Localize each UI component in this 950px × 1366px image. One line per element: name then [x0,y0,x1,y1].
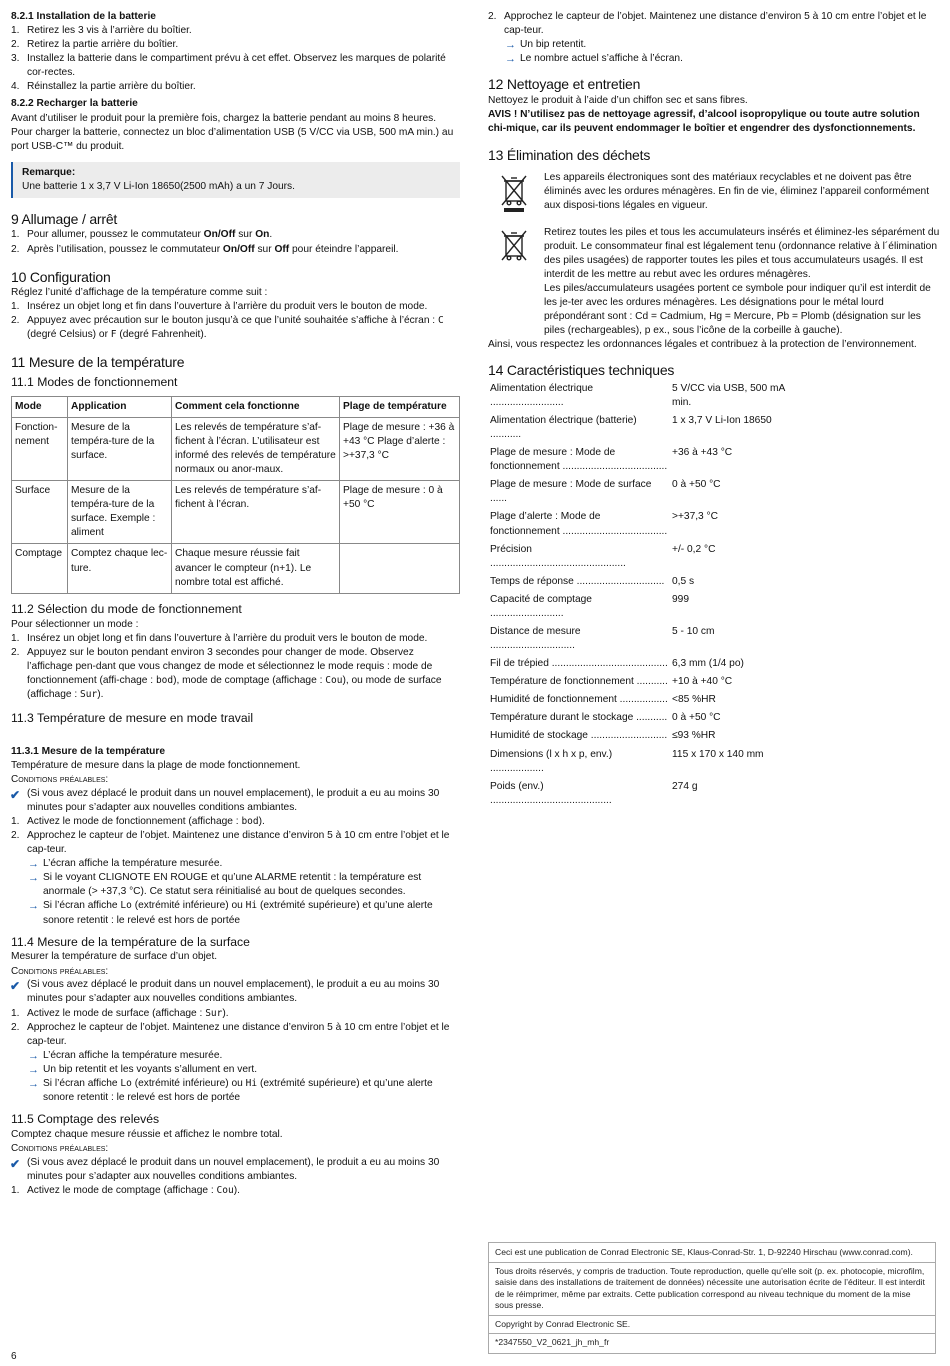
spec-key: Température durant le stockage ........... [490,712,668,724]
column-header: Mode [12,396,68,417]
table-cell: Fonction-nement [12,417,68,480]
table-cell: Les relevés de température s’af-fichent à l’écran. [172,481,340,544]
paragraph: Comptez chaque mesure réussie et affichez le nombre total. [11,1128,283,1140]
prerequisites-label: Conditions préalables: [11,774,109,786]
checkmark-icon: ✔ [10,979,21,994]
arrow-right-icon: → [505,39,516,52]
arrow-right-icon: → [28,1049,39,1062]
column-header: Comment cela fonctionne [172,396,340,417]
spec-value: 274 g [672,780,698,792]
list-item: 1. Retirez les 3 vis à l’arrière du boîtier. [11,25,192,37]
section-9-title: 9 Allumage / arrêt [11,210,118,227]
spec-row [488,707,788,725]
spec-row [488,689,788,707]
table-row [12,481,460,544]
result-item: → Un bip retentit. [488,38,940,52]
power-steps [11,228,460,256]
arrow-right-icon: → [28,900,39,913]
spec-value: 6,3 mm (1/4 po) [672,658,744,670]
prerequisite-item: ✔ (Si vous avez déplacé le produit dans un nouvel emplacement), le produit a eu au moins 30 minutes pour s’adapter aux nouvelles conditions ambiantes. [10,1156,440,1182]
arrow-right-icon: → [28,872,39,885]
table-cell: Surface [12,481,68,544]
crossed-bin-icon [494,226,534,271]
spec-key: Alimentation électrique .......................... [490,382,594,408]
arrow-right-icon: → [28,1077,39,1090]
table-header-row [12,396,460,417]
section-10-title: 10 Configuration [11,268,111,285]
result-item: → Si le voyant CLIGNOTE EN ROUGE et qu’une ALARME retentit : la température est anormale (> +37,3 °C). Ce statut sera réinitialisé au bout de quelques secondes. [28,872,422,898]
result-item: → L’écran affiche la température mesurée. [11,1049,460,1063]
arrow-right-icon: → [28,858,39,871]
spec-value: 5 V/CC via USB, 500 mA min. [672,382,785,408]
list-item: 2. Appuyez avec précaution sur le bouton jusqu’à ce que l’unité souhaitée s’affiche à l’écran : C (degré Celsius) or F (degré Fahrenheit). [11,315,444,341]
spec-value: +/- 0,2 °C [672,543,716,555]
list-item: 2. Appuyez sur le bouton pendant environ 3 secondes pour changer de mode. Observez l’affichage pen-dant que vous changez de mode et sélectionnez le mode requis : mode de fonctionnement (affi-chage : bod), mode de comptage (affichage : Cou), ou mode de surface (affichage : Sur). [11,646,442,700]
list-item: 2. Après l’utilisation, poussez le commutateur On/Off sur Off pour éteindre l’appareil. [11,243,399,255]
spec-value: ≤93 %HR [672,730,716,742]
section-13-title: 13 Élimination des déchets [488,147,651,164]
spec-key: Humidité de stockage ........................... [490,730,668,742]
table-cell: Plage de mesure : +36 à +43 °C Plage d’alerte : >+37,3 °C [340,417,460,480]
list-item: 1. Activez le mode de comptage (affichage : Cou). [11,1184,240,1196]
spec-key: Temps de réponse ............................... [490,575,665,587]
spec-value: 999 [672,593,689,605]
paragraph: Pour charger la batterie, connectez un bloc d’alimentation USB (5 V/CC via USB, 500 mA min.) au port USB-C™ du produit. [11,126,454,152]
list-item: 2. Approchez le capteur de l’objet. Maintenez une distance d’environ 5 à 10 cm entre l’objet et le cap-teur. [11,1021,450,1047]
spec-key: Dimensions (l x h x p, env.) ................... [490,748,613,774]
section-12-title: 12 Nettoyage et entretien [488,76,641,93]
list-item: 4. Réinstallez la partie arrière du boîtier. [11,81,196,93]
paragraph: Les appareils électroniques sont des matériaux recyclables et ne doivent pas être éliminés avec les ordures ménagères. En fin de vie, éliminez l’appareil conformément aux disposi-tions légales en vigueur. [544,171,930,211]
table-cell: Les relevés de température s’af-fichent à l’écran. L’utilisateur est informé des relevés de température normaux ou anor-maux. [172,417,340,480]
spec-row [488,382,788,410]
measure-steps [11,815,460,857]
spec-key: Plage d’alerte : Mode de fonctionnement ..................................... [490,511,668,537]
spec-value: <85 %HR [672,694,716,706]
count-steps-continued [488,10,940,38]
column-header: Application [68,396,172,417]
footer-rights: Tous droits réservés, y compris de traduction. Toute reproduction, quelle qu’elle soit (p. ex. photocopie, microfilm, saisie dans des installations de traitement de données) nécessite une autorisation écrite de l’éditeur. Il est interdit de le réimprimer, même par extraits. Cette publication correspond au niveau technique du moment de la mise sous presse. [495,1265,925,1311]
spec-row [488,571,788,589]
paragraph: Nettoyez le produit à l’aide d’un chiffon sec et sans fibres. [488,94,748,106]
section-8-2-2-title: 8.2.2 Recharger la batterie [11,98,138,110]
prerequisites-label: Conditions préalables: [11,1143,109,1154]
arrow-right-icon: → [28,1063,39,1076]
publisher-footer [488,1242,936,1354]
spec-value: 115 x 170 x 140 mm [672,748,764,760]
list-item: 2. Approchez le capteur de l’objet. Maintenez une distance d’environ 5 à 10 cm entre l’objet et le cap-teur. [11,830,450,856]
paragraph: Mesurer la température de surface d’un objet. [11,951,218,963]
result-item: → Si l’écran affiche Lo (extrémité inférieure) ou Hi (extrémité supérieure) et qu’une alerte sonore retentit : le relevé est hors de portée [28,900,433,926]
list-item: 1. Insérez un objet long et fin dans l’ouverture à l’arrière du produit vers le bouton de mode. [11,301,428,313]
result-item: → Le nombre actuel s’affiche à l’écran. [488,52,940,66]
spec-key: Plage de mesure : Mode de surface ...... [490,479,652,505]
spec-key: Humidité de fonctionnement ................. [490,694,668,706]
table-row [12,417,460,480]
battery-install-steps [11,24,460,94]
paragraph: Réglez l’unité d’affichage de la température comme suit : [11,287,268,299]
spec-value: +36 à +43 °C [672,447,733,459]
battery-disposal-row [488,226,940,339]
spec-value: 0 à +50 °C [672,479,721,491]
list-item: 1. Insérez un objet long et fin dans l’ouverture à l’arrière du produit vers le bouton de mode. [11,632,428,644]
remark-text: Une batterie 1 x 3,7 V Li-Ion 18650(2500 mAh) a un 7 Jours. [22,180,295,192]
spec-key: Poids (env.) ........................................... [490,780,612,806]
spec-row [488,442,788,474]
prerequisite-item: ✔ (Si vous avez déplacé le produit dans un nouvel emplacement), le produit a eu au moins 30 minutes pour s’adapter aux nouvelles conditions ambiantes. [10,787,440,813]
spec-row [488,725,788,743]
footer-doc-id: *2347550_V2_0621_jh_mh_fr [495,1337,610,1348]
list-item: 2. Retirez la partie arrière du boîtier. [11,39,179,51]
table-cell: Chaque mesure réussie fait avancer le compteur (n+1). Le nombre total est affiché. [172,544,340,593]
paragraph: Retirez toutes les piles et tous les accumulateurs insérés et éliminez-les séparément du produit. Le consommateur final est légalement tenu (ordonnance relative à l´élimination des piles usagées) de rapporter toutes les piles et tous accumulateurs usagés. Il est interdit de les mettre au rebut avec les ordures ménagères. [544,226,940,280]
paragraph: Ainsi, vous respectez les ordonnances légales et contribuez à la protection de l’environnement. [488,339,917,351]
table-row [12,544,460,593]
section-11-1-title: 11.1 Modes de fonctionnement [11,374,178,389]
prerequisite-item: ✔ (Si vous avez déplacé le produit dans un nouvel emplacement), le produit a eu au moins 30 minutes pour s’adapter aux nouvelles conditions ambiantes. [10,979,440,1005]
remark-box [11,162,460,198]
column-header: Plage de température [340,396,460,417]
section-11-3-1-title: 11.3.1 Mesure de la température [11,745,166,757]
spec-key: Capacité de comptage .......................... [490,593,592,619]
table-cell: Mesure de la tempéra-ture de la surface. Exemple : aliment [68,481,172,544]
section-11-2-title: 11.2 Sélection du mode de fonctionnement [11,601,242,616]
spec-row [488,621,788,653]
spec-row [488,776,788,808]
surface-steps [11,1007,460,1049]
spec-row [488,671,788,689]
spec-row [488,539,788,571]
spec-row [488,474,788,506]
specs-table [488,382,788,808]
spec-key: Précision ................................................ [490,543,626,569]
paragraph: Pour sélectionner un mode : [11,618,139,630]
table-cell: Plage de mesure : 0 à +50 °C [340,481,460,544]
list-item: 3. Installez la batterie dans le compartiment prévu à cet effet. Observez les marques de polarité cor-rectes. [11,53,446,79]
paragraph: Les piles/accumulateurs usagées portent ce symbole pour indiquer qu’il est interdit de les je-ter avec les ordures ménagères. Les désignations pour le métal lourd prépondérant sont : Cd = Cadmium, Hg = Mercure, Pb = Plomb (désignation sur les piles (rechargeables), p ex., sous l’icône de la corbeille à gauche). [544,282,931,337]
spec-value: 5 - 10 cm [672,626,715,637]
arrow-right-icon: → [505,53,516,66]
list-item: 1. Activez le mode de fonctionnement (affichage : bod). [11,816,265,827]
section-8-2-1-title: 8.2.1 Installation de la batterie [11,11,156,22]
table-cell: Mesure de la tempéra-ture de la surface. [68,417,172,480]
checkmark-icon: ✔ [10,1156,21,1171]
prerequisites-label: Conditions préalables: [11,965,109,977]
table-cell [340,544,460,593]
right-column [488,10,940,808]
warning-text: AVIS ! N’utilisez pas de nettoyage agressif, d’alcool isopropylique ou toute autre solution chi-mique, car ils peuvent endommager le boîtier et engendrer des dysfonctionnements. [488,108,920,134]
spec-value: 1 x 3,7 V Li-Ion 18650 [672,414,772,426]
spec-value: +10 à +40 °C [672,676,733,688]
spec-row [488,410,788,442]
left-column [11,10,460,1198]
table-cell: Comptez chaque lec-ture. [68,544,172,593]
list-item: 2. Approchez le capteur de l’objet. Maintenez une distance d’environ 5 à 10 cm entre l’objet et le cap-teur. [488,11,927,37]
paragraph: Température de mesure dans la plage de mode fonctionnement. [11,759,301,771]
section-11-4-title: 11.4 Mesure de la température de la surface [11,934,250,949]
spec-row [488,589,788,621]
result-item: → L’écran affiche la température mesurée. [11,857,460,871]
result-item: → Un bip retentit et les voyants s’allument en vert. [11,1063,460,1077]
result-item: → Si l’écran affiche Lo (extrémité inférieure) ou Hi (extrémité supérieure) et qu’une alerte sonore retentit : le relevé est hors de portée [28,1077,433,1103]
spec-row [488,744,788,776]
spec-key: Température de fonctionnement ........... [490,676,668,688]
spec-value: >+37,3 °C [672,511,718,523]
list-item: 1. Pour allumer, poussez le commutateur On/Off sur On. [11,229,273,241]
spec-key: Plage de mesure : Mode de fonctionnement ..................................... [490,447,668,473]
list-item: 1. Activez le mode de surface (affichage : Sur). [11,1007,229,1019]
crossed-bin-bar-icon [494,171,534,220]
spec-value: 0,5 s [672,575,695,587]
mode-select-steps [11,632,460,702]
paragraph: Avant d’utiliser le produit pour la première fois, chargez la batterie pendant au moins 8 heures. [11,112,437,124]
modes-table [11,396,460,594]
spec-key: Distance de mesure .............................. [490,626,581,652]
spec-key: Fil de trépied ......................................... [490,658,668,670]
weee-disposal-row [488,171,940,220]
footer-publisher: Ceci est une publication de Conrad Electronic SE, Klaus-Conrad-Str. 1, D-92240 Hirschau (www.conrad.com). [495,1247,913,1257]
checkmark-icon: ✔ [10,787,21,802]
spec-row [488,653,788,671]
footer-copyright: Copyright by Conrad Electronic SE. [495,1318,631,1329]
section-11-title: 11 Mesure de la température [11,354,185,371]
count-steps [11,1184,460,1198]
config-steps [11,300,460,342]
spec-value: 0 à +50 °C [672,712,721,724]
page-number: 6 [11,1351,17,1362]
section-11-3-title: 11.3 Température de mesure en mode travail [11,711,254,726]
battery-disposal-text [544,226,940,339]
section-14-title: 14 Caractéristiques techniques [488,362,675,379]
table-cell: Comptage [12,544,68,593]
remark-title: Remarque: [22,166,76,178]
section-11-5-title: 11.5 Comptage des relevés [11,1112,160,1127]
spec-row [488,506,788,538]
spec-key: Alimentation électrique (batterie) ........... [490,414,637,441]
